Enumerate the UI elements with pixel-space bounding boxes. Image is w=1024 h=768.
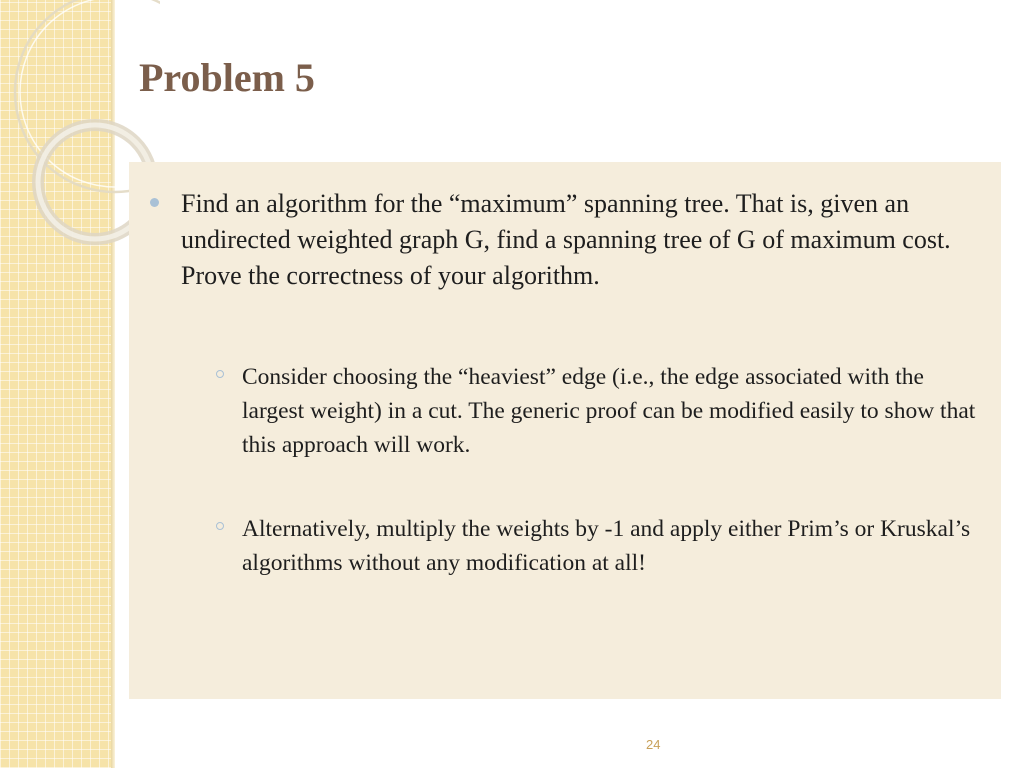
sub-bullet-text: Alternatively, multiply the weights by -1 and apply either Prim’s or Kruskal’s algorithms without any modification at all! [242, 516, 971, 576]
bullet-text: Find an algorithm for the “maximum” spanning tree. That is, given an undirected weighted graph G, find a spanning tree of G of maximum cost. Prove the correctness of your algorithm. [181, 189, 951, 290]
sub-bullet-list [181, 360, 990, 580]
bullet-list [150, 186, 990, 580]
sub-bullet-circle-icon [216, 522, 224, 530]
sub-bullet-item [181, 360, 990, 462]
page-number: 24 [646, 737, 661, 752]
sub-bullet-item [181, 512, 990, 580]
slide-title: Problem 5 [139, 55, 315, 100]
bullet-item [150, 186, 990, 580]
bullet-dot-icon [150, 198, 159, 207]
sub-bullet-circle-icon [216, 370, 224, 378]
sub-bullet-text: Consider choosing the “heaviest” edge (i.e., the edge associated with the largest weight) in a cut. The generic proof can be modified easily to show that this approach will work. [242, 364, 976, 458]
